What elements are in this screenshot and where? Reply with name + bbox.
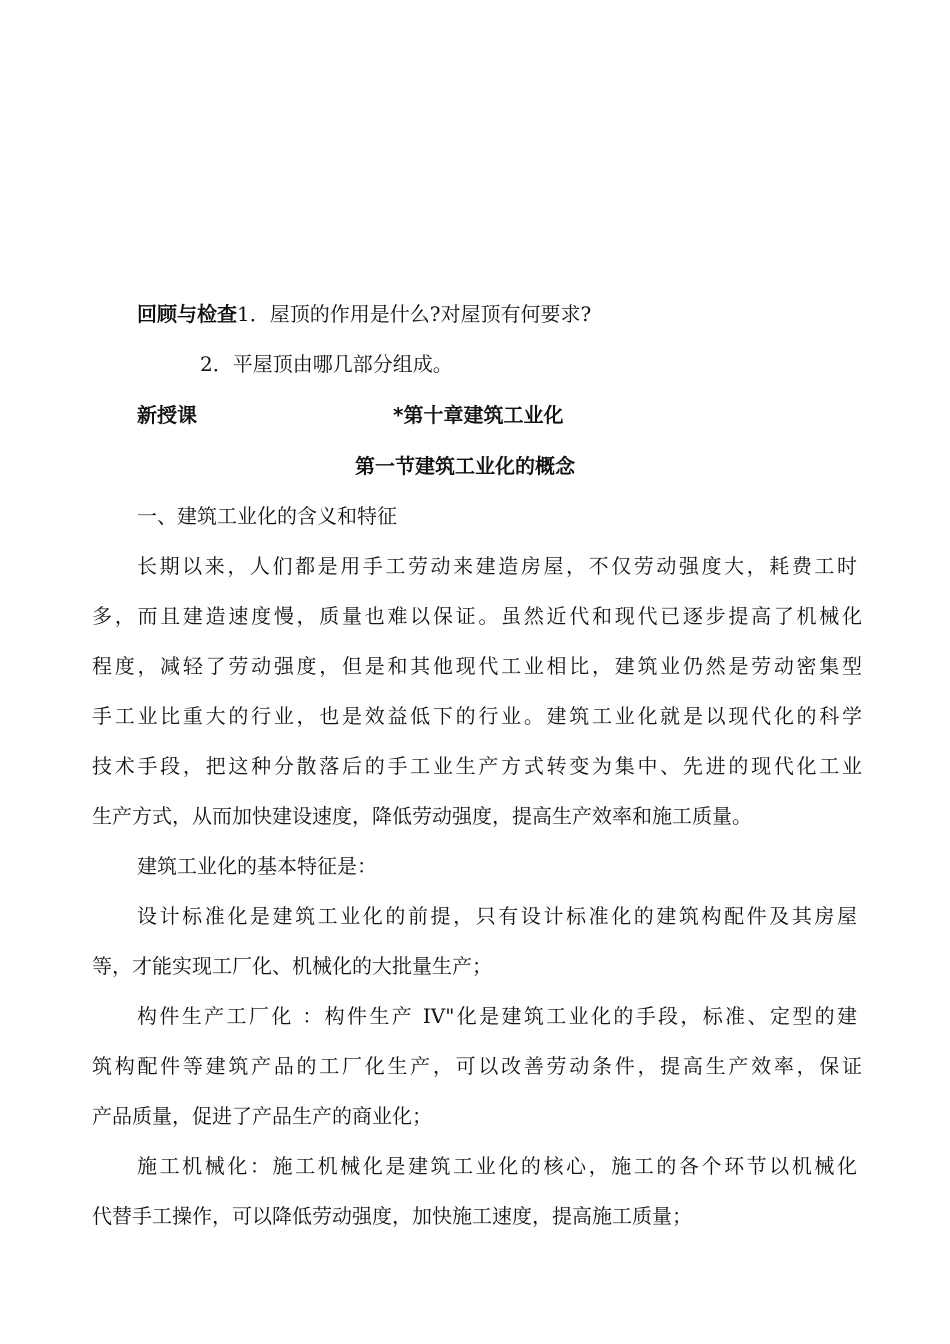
new-lesson-label: 新授课 [137,403,197,427]
subheading: 一、建筑工业化的含义和特征 [137,504,397,528]
paragraph-1-line-5: 技术手段，把这种分散落后的手工业生产方式转变为集中、先进的现代化工业 [92,754,862,778]
section-title: 第一节建筑工业化的概念 [355,454,575,478]
paragraph-1-line-2: 多，而且建造速度慢，质量也难以保证。虽然近代和现代已逐步提高了机械化 [92,604,862,628]
review-line-1 [137,300,907,328]
paragraph-3-line-2: 等，才能实现工厂化、机械化的大批量生产； [92,954,492,978]
paragraph-4-line-3: 产品质量，促进了产品生产的商业化； [92,1104,432,1128]
paragraph-1-line-1: 长期以来，人们都是用手工劳动来建造房屋，不仅劳动强度大，耗费工时 [137,554,857,578]
paragraph-5-line-2: 代替手工操作，可以降低劳动强度，加快施工速度，提高施工质量； [92,1204,692,1228]
paragraph-1-line-4: 手工业比重大的行业，也是效益低下的行业。建筑工业化就是以现代化的科学 [92,704,862,728]
paragraph-4-line-1: 构件生产工厂化 ：构件生产 IV"化是建筑工业化的手段，标准、定型的建 [137,1004,857,1028]
paragraph-4-line-2: 筑构配件等建筑产品的工厂化生产，可以改善劳动条件，提高生产效率，保证 [92,1054,862,1078]
paragraph-3-line-1: 设计标准化是建筑工业化的前提，只有设计标准化的建筑构配件及其房屋 [137,904,857,928]
review-question-1: 1．屋顶的作用是什么?对屋顶有何要求? [237,302,592,326]
review-question-2: 2．平屋顶由哪几部分组成。 [200,352,453,376]
review-label: 回顾与检查 [137,302,237,326]
paragraph-5-line-1: 施工机械化：施工机械化是建筑工业化的核心，施工的各个环节以机械化 [137,1154,857,1178]
chapter-title: *第十章建筑工业化 [393,403,564,427]
paragraph-1-line-3: 程度，减轻了劳动强度，但是和其他现代工业相比，建筑业仍然是劳动密集型 [92,654,862,678]
paragraph-2: 建筑工业化的基本特征是： [137,854,377,878]
paragraph-1-line-6: 生产方式，从而加快建设速度，降低劳动强度，提高生产效率和施工质量。 [92,804,752,828]
